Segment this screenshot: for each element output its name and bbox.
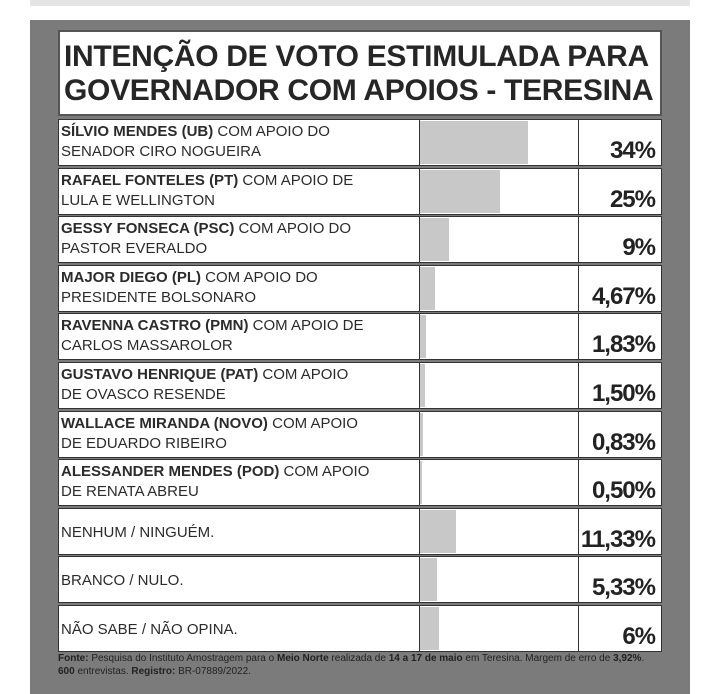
column-separator: [578, 266, 579, 311]
bar-row: [58, 605, 662, 652]
row-label-line-1: [61, 365, 415, 385]
row-label: [61, 414, 415, 454]
bar: [420, 267, 435, 310]
row-label: [61, 316, 415, 356]
row-label-text: COM APOIO DO: [234, 220, 352, 238]
row-label: [61, 620, 415, 640]
row-label: [61, 122, 415, 162]
row-label-line-2: SENADOR CIRO NOGUEIRA: [61, 143, 262, 160]
bar: [420, 364, 425, 407]
bar: [420, 510, 456, 553]
row-label-text: COM APOIO DO: [201, 268, 318, 286]
column-separator: [578, 509, 579, 554]
bar-row: [58, 119, 662, 166]
top-strip: [30, 0, 690, 6]
row-label: [61, 523, 415, 543]
candidate-name: MAJOR DIEGO (PL): [61, 268, 202, 286]
bar: [420, 461, 422, 504]
column-separator: [578, 557, 579, 602]
candidate-name: GESSY FONSECA (PSC): [61, 220, 235, 238]
row-label: [61, 268, 415, 308]
column-separator: [578, 412, 579, 457]
candidate-name: RAVENNA CASTRO (PMN): [61, 317, 249, 335]
row-label-line-2: PRESIDENTE BOLSONARO: [61, 288, 257, 306]
bar: [420, 315, 426, 358]
row-label-line-2: PASTOR EVERALDO: [61, 240, 208, 258]
row-label-text: COM APOIO DE: [248, 317, 364, 335]
candidate-name: WALLACE MIRANDA (NOVO): [61, 414, 268, 432]
bar: [420, 170, 500, 213]
value-label: 34%: [609, 137, 655, 164]
row-label-text: COM APOIO: [258, 366, 349, 383]
column-separator: [578, 460, 579, 505]
bar-row: [58, 168, 662, 215]
row-label-line-1: [61, 171, 415, 191]
bar-row: [58, 411, 662, 458]
value-label: 0,50%: [591, 477, 655, 505]
value-label: 6%: [622, 623, 655, 650]
candidate-name: ALESSANDER MENDES (POD): [61, 463, 280, 481]
bar-row: [58, 459, 662, 506]
value-label: 1,50%: [591, 380, 655, 407]
row-label: [61, 571, 415, 591]
candidate-name: RAFAEL FONTELES (PT): [61, 171, 239, 189]
bar-row: [58, 508, 662, 555]
row-label-line-1: [61, 414, 415, 434]
chart-title-line-2: GOVERNADOR COM APOIOS - TERESINA: [64, 74, 654, 107]
row-label-line-1: [61, 620, 415, 640]
value-label: 5,33%: [591, 574, 655, 602]
row-label-line-2: CARLOS MASSAROLOR: [61, 337, 233, 355]
row-label-line-1: [61, 219, 415, 239]
row-label-text: COM APOIO DO: [213, 123, 330, 140]
value-label: 1,83%: [591, 331, 655, 359]
chart-title-line-1: INTENÇÃO DE VOTO ESTIMULADA PARA: [64, 40, 649, 73]
chart-title-box: [58, 30, 662, 116]
column-separator: [578, 606, 579, 651]
bar-row: [58, 265, 662, 312]
column-separator: [578, 314, 579, 359]
row-label-line-1: [61, 523, 415, 543]
row-label-line-2: LULA E WELLINGTON: [61, 191, 215, 209]
row-label-text: NENHUM / NINGUÉM.: [61, 523, 215, 541]
bar: [420, 607, 439, 650]
row-label: [61, 171, 415, 211]
candidate-name: GUSTAVO HENRIQUE (PAT): [61, 366, 259, 383]
column-separator: [578, 217, 579, 262]
row-label-line-2: DE RENATA ABREU: [61, 483, 199, 501]
row-label: [61, 365, 415, 405]
row-label-text: NÃO SABE / NÃO OPINA.: [61, 621, 238, 638]
bar: [420, 558, 437, 601]
row-label: [61, 462, 415, 502]
row-label-text: COM APOIO DE: [238, 171, 354, 189]
bar-row: [58, 556, 662, 603]
candidate-name: SÍLVIO MENDES (UB): [61, 123, 214, 140]
value-label: 0,83%: [591, 428, 655, 456]
value-label: 9%: [622, 234, 655, 262]
row-label-line-1: [61, 571, 415, 591]
row-label-line-1: [61, 462, 415, 482]
row-label-line-2: DE OVASCO RESENDE: [61, 386, 226, 403]
bar: [420, 121, 528, 164]
column-separator: [578, 363, 579, 408]
row-label-text: BRANCO / NULO.: [61, 572, 184, 590]
row-label: [61, 219, 415, 259]
source-footnote: Fonte: Pesquisa do Instituto Amostragem para o Meio Norte realizada de 14 a 17 de maio em Teresina. Margem de erro de 3,92%. 600 entrevistas. Registro: BR-07889/2022.: [58, 653, 645, 677]
row-label-line-1: [61, 268, 415, 288]
row-label-text: COM APOIO: [267, 414, 358, 432]
row-label-line-1: [61, 316, 415, 336]
column-separator: [578, 169, 579, 214]
bar-row: [58, 216, 662, 263]
value-label: 4,67%: [591, 282, 655, 310]
column-separator: [578, 120, 579, 165]
row-label-text: COM APOIO: [279, 463, 370, 481]
value-label: 25%: [609, 185, 655, 213]
value-label: 11,33%: [580, 525, 655, 553]
row-label-line-1: [61, 122, 415, 142]
bar: [420, 413, 423, 456]
bar: [420, 218, 449, 261]
bar-row: [58, 362, 662, 409]
row-label-line-2: DE EDUARDO RIBEIRO: [61, 434, 227, 452]
bar-row: [58, 313, 662, 360]
